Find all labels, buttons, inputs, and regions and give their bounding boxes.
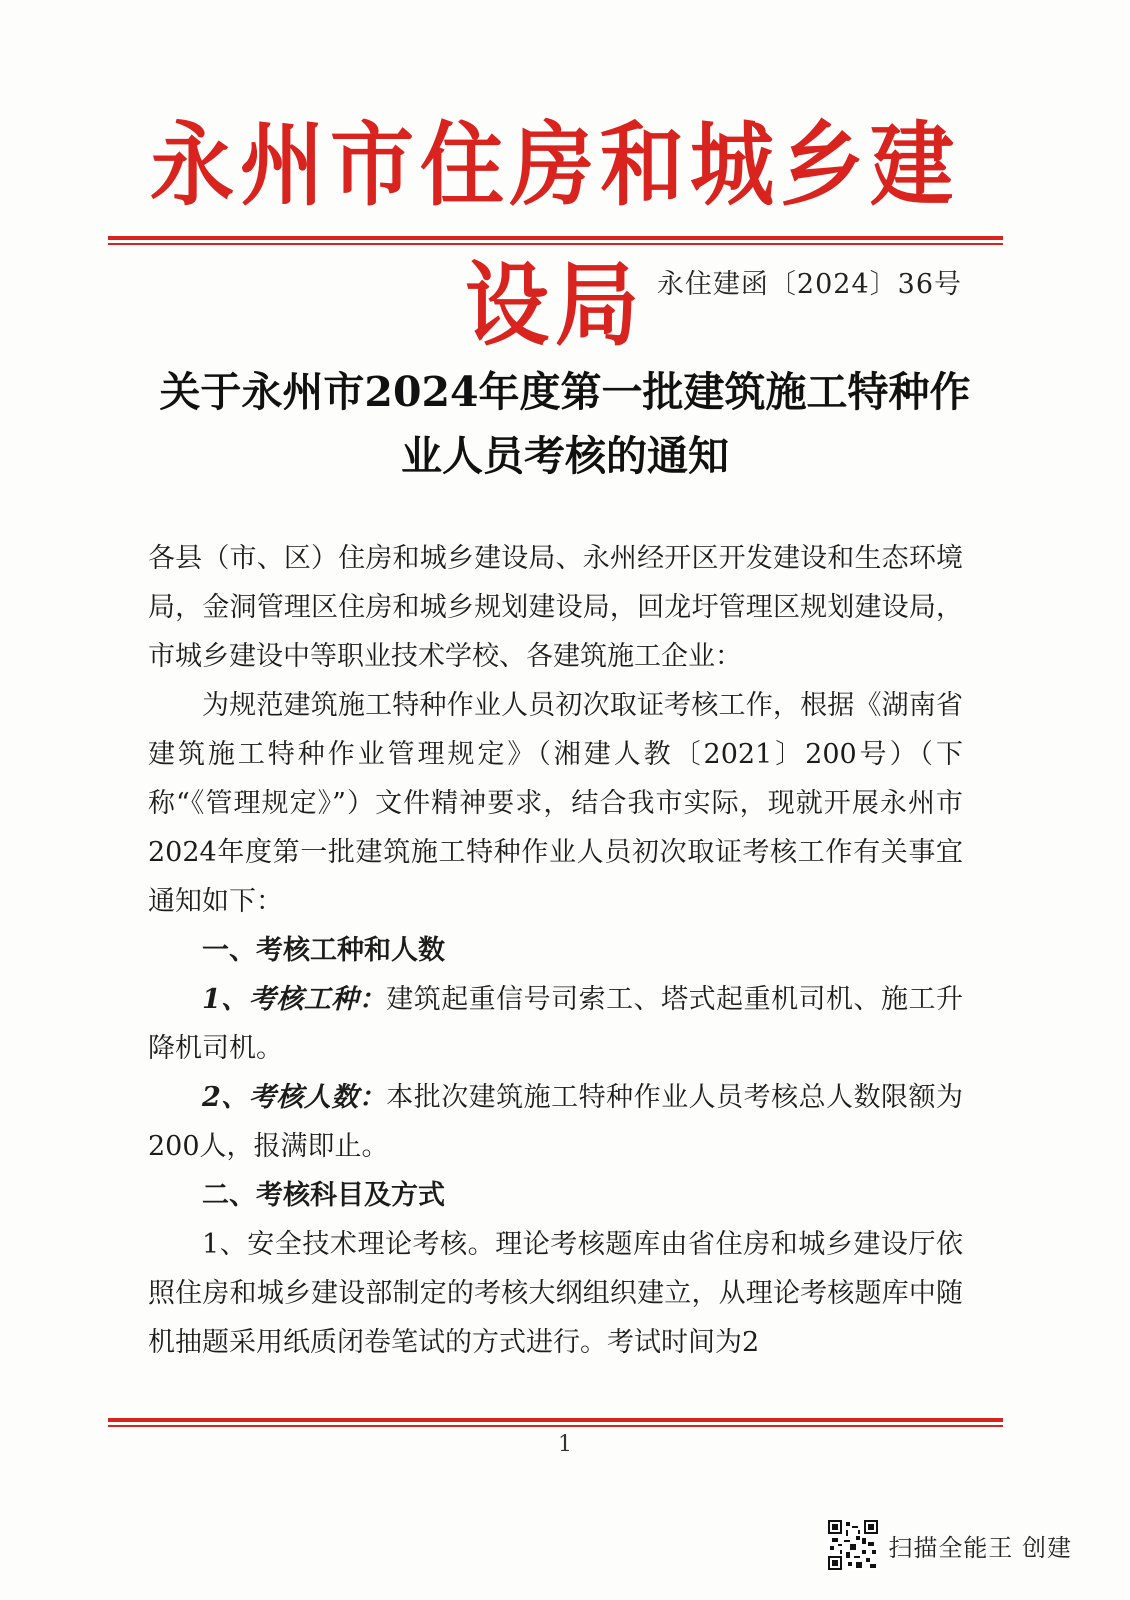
item-3-paragraph: 1、安全技术理论考核。理论考核题库由省住房和城乡建设厅依照住房和城乡建设部制定的考核大纲组织建立，从理论考核题库中随机抽题采用纸质闭卷笔试的方式进行。考试时间为2 xyxy=(148,1229,963,1358)
footer-red-rule xyxy=(108,1418,1003,1427)
document-title xyxy=(120,360,1010,488)
qr-code-icon xyxy=(828,1520,878,1570)
item-2-label: 2、考核人数： xyxy=(202,1082,387,1113)
recipients-paragraph: 各县（市、区）住房和城乡建设局、永州经开区开发建设和生态环境局，金洞管理区住房和城乡规划建设局，回龙圩管理区规划建设局，市城乡建设中等职业技术学校、各建筑施工企业： xyxy=(148,543,963,672)
document-number: 永住建函〔2024〕36号 xyxy=(656,269,962,300)
title-line-2: 业人员考核的通知 xyxy=(401,432,729,480)
header-red-rule xyxy=(108,236,1003,245)
masthead-org-name: 永州市住房和城乡建设局 xyxy=(149,112,960,359)
intro-paragraph: 为规范建筑施工特种作业人员初次取证考核工作，根据《湖南省建筑施工特种作业管理规定》（湘建人教〔2021〕200号）（下称“《管理规定》”）文件精神要求，结合我市实际，现就开展永州市2024年度第一批建筑施工特种作业人员初次取证考核工作有关事宜通知如下： xyxy=(148,690,963,917)
item-2-text: 本批次建筑施工特种作业人员考核总人数限额为200人，报满即止。 xyxy=(148,1082,963,1162)
document-body xyxy=(148,534,963,1367)
item-1-paragraph xyxy=(148,975,963,1073)
item-1-text: 建筑起重信号司索工、塔式起重机司机、施工升降机司机。 xyxy=(148,984,963,1064)
scanner-watermark-text: 扫描全能王 创建 xyxy=(888,1533,1072,1562)
item-2-paragraph xyxy=(148,1073,963,1171)
section-1-heading: 一、考核工种和人数 xyxy=(202,935,445,966)
section-2-heading: 二、考核科目及方式 xyxy=(202,1180,445,1211)
page-number: 1 xyxy=(558,1432,572,1457)
scanner-watermark xyxy=(828,1518,1072,1572)
item-1-label: 1、考核工种： xyxy=(202,984,387,1015)
title-line-1: 关于永州市2024年度第一批建筑施工特种作 xyxy=(159,368,971,416)
